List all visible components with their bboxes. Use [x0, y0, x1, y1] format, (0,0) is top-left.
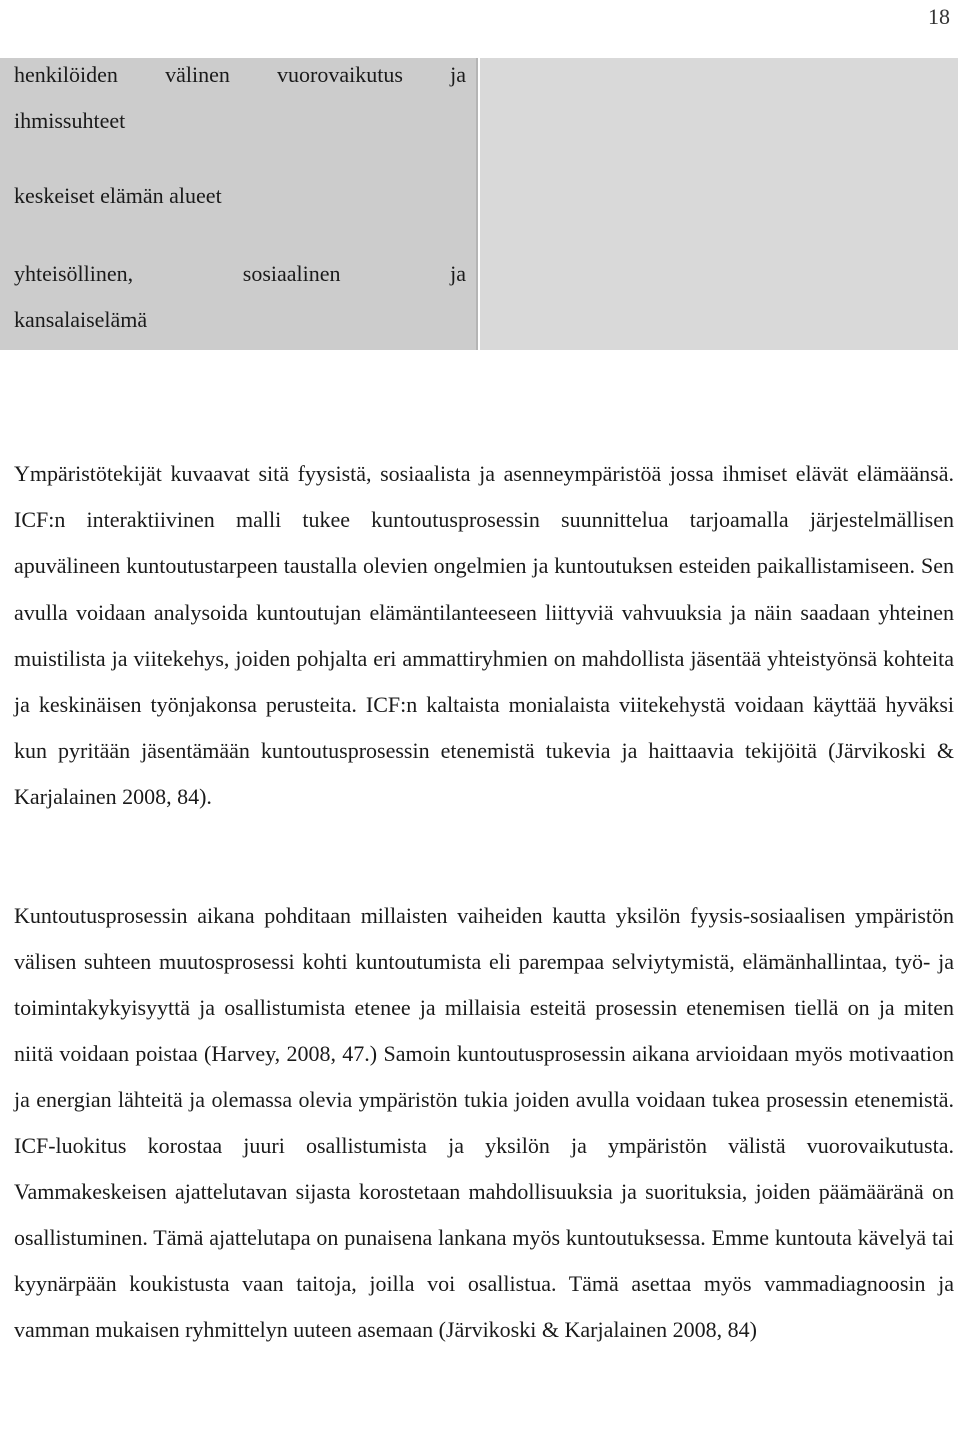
cell-line: yhteisöllinen, sosiaalinen ja — [14, 261, 466, 286]
cell-line: keskeiset elämän alueet — [14, 183, 222, 208]
table-cell-interpersonal — [14, 52, 466, 144]
cell-line: ihmissuhteet — [14, 108, 126, 133]
table-cell-community-life — [14, 251, 466, 343]
paragraph-rehabilitation-process: Kuntoutusprosessin aikana pohditaan millaisten vaiheiden kautta yksilön fyysis-sosiaalisen ympäristön välisen suhteen muutosprosessi kohti kuntoutumista eli parempaa selviytymistä, elämänhallintaa, työ- ja toimintakykyisyyttä ja osallistumista etenee ja millaisia esteitä prosessin etenemisen tiellä on ja miten niitä voidaan poistaa (Harvey, 2008, 47.) Samoin kuntoutusprosessin aikana arvioidaan myös motivaation ja energian lähteitä ja olemassa olevia ympäristön tukia joiden avulla voidaan tukea prosessin etenemistä. ICF-luokitus korostaa juuri osallistumista ja yksilön ja ympäristön välistä vuorovaikutusta. Vammakeskeisen ajattelutavan sijasta korostetaan mahdollisuuksia ja suorituksia, joiden päämääränä on osallistuminen. Tämä ajattelutapa on punaisena lankana myös kuntoutuksessa. Emme kuntouta kävelyä tai kyynärpään koukistusta vaan taitoja, joilla voi osallistua. Tämä asettaa myös vammadiagnoosin ja vamman mukaisen ryhmittelyn uuteen asemaan (Järvikoski & Karjalainen 2008, 84) — [14, 903, 954, 1342]
paragraph-environmental-factors: Ympäristötekijät kuvaavat sitä fyysistä, sosiaalista ja asenneympäristöä jossa ihmiset elävät elämäänsä. ICF:n interaktiivinen malli tukee kuntoutusprosessin suunnittelua tarjoamalla järjestelmällisen apuvälineen kuntoutustarpeen taustalla olevien ongelmien ja kuntoutuksen esteiden paikallistamiseen. Sen avulla voidaan analysoida kuntoutujan elämäntilanteeseen liittyviä vahvuuksia ja näin saadaan yhteinen muistilista ja viitekehys, joiden pohjalta eri ammattiryhmien on mahdollista jäsentää yhteistyönsä kohteita ja keskinäisen työnjakonsa perusteita. ICF:n kaltaista monialaista viitekehystä voidaan käyttää hyväksi kun pyritään jäsentämään kuntoutusprosessin etenemistä tukevia ja haittaavia tekijöitä (Järvikoski & Karjalainen 2008, 84). — [14, 461, 954, 810]
classification-table — [0, 58, 958, 350]
table-left-column — [0, 58, 478, 350]
page-number: 18 — [928, 4, 950, 29]
cell-line: henkilöiden välinen vuorovaikutus ja — [14, 62, 466, 87]
table-right-column — [480, 58, 958, 350]
cell-line: kansalaiselämä — [14, 307, 148, 332]
table-cell-major-life-areas — [14, 173, 466, 219]
